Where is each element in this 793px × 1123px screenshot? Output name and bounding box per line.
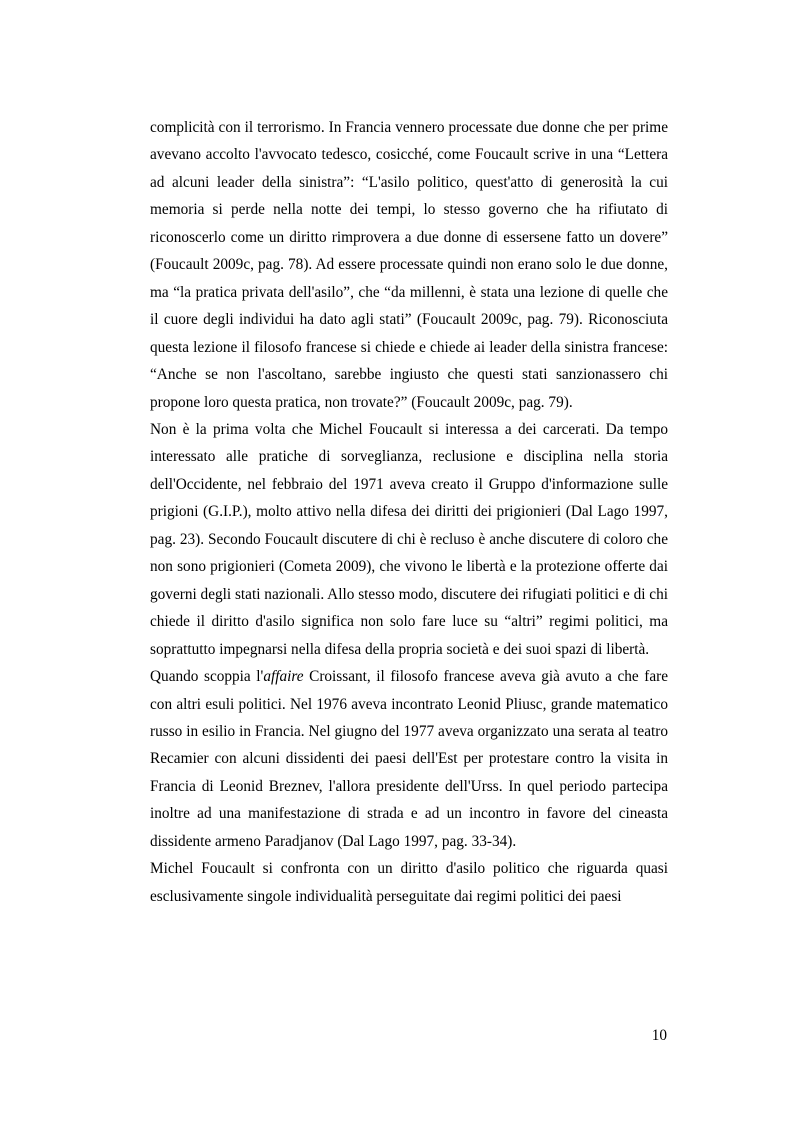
paragraph-terrorism-trial: complicità con il terrorismo. In Francia vennero processate due donne che per prime avevano accolto l'avvocato tedesco, cosicché, come Foucault scrive in una “Lettera ad alcuni leader della sinistra”: “L'asilo politico, quest'atto di generosità la cui memoria si perde nella notte dei tempi, lo stesso governo che ha rifiutato di riconoscerlo come un diritto rimprovera a due donne di essersene fatto un dovere” (Foucault 2009c, pag. 78). Ad essere processate quindi non erano solo le due donne, ma “la pratica privata dell'asilo”, che “da millenni, è stata una lezione di quelle che il cuore degli individui ha dato agli stati” (Foucault 2009c, pag. 79). Riconosciuta questa lezione il filosofo francese si chiede e chiede ai leader della sinistra francese: “Anche se non l'ascoltano, sarebbe ingiusto che questi stati sanzionassero chi propone loro questa pratica, non trovate?” (Foucault 2009c, pag. 79). bbox=[150, 119, 668, 411]
italic-term-affaire: affaire bbox=[263, 668, 304, 686]
page-body bbox=[150, 114, 668, 910]
paragraph-asylum-individuals: Michel Foucault si confronta con un diritto d'asilo politico che riguarda quasi esclusivamente singole individualità perseguitate dai regimi politici dei paesi bbox=[150, 860, 668, 905]
paragraph-text-after: Croissant, il filosofo francese aveva già avuto a che fare con altri esuli politici. Nel 1976 aveva incontrato Leonid Pliusc, grande matematico russo in esilio in Francia. Nel giugno del 1977 aveva organizzato una serata al teatro Recamier con alcuni dissidenti dei paesi dell'Est per protestare contro la visita in Francia di Leonid Breznev, l'allora presidente dell'Urss. In quel periodo partecipa inoltre ad una manifestazione di strada e ad un incontro in favore del cineasta dissidente armeno Paradjanov (Dal Lago 1997, pag. 33-34). bbox=[150, 668, 669, 850]
paragraph-text-before: Quando scoppia l' bbox=[150, 668, 264, 686]
paragraph-croissant-affair bbox=[150, 663, 668, 855]
paragraph-prison-group: Non è la prima volta che Michel Foucault si interessa a dei carcerati. Da tempo interessato alle pratiche di sorveglianza, reclusione e disciplina nella storia dell'Occidente, nel febbraio del 1971 aveva creato il Gruppo d'informazione sulle prigioni (G.I.P.), molto attivo nella difesa dei diritti dei prigionieri (Dal Lago 1997, pag. 23). Secondo Foucault discutere di chi è recluso è anche discutere di coloro che non sono prigionieri (Cometa 2009), che vivono le libertà e la protezione offerte dai governi degli stati nazionali. Allo stesso modo, discutere dei rifugiati politici e di chi chiede il diritto d'asilo significa non solo fare luce su “altri” regimi politici, ma soprattutto impegnarsi nella difesa della propria società e dei suoi spazi di libertà. bbox=[150, 420, 668, 658]
page-number: 10 bbox=[651, 1027, 667, 1044]
